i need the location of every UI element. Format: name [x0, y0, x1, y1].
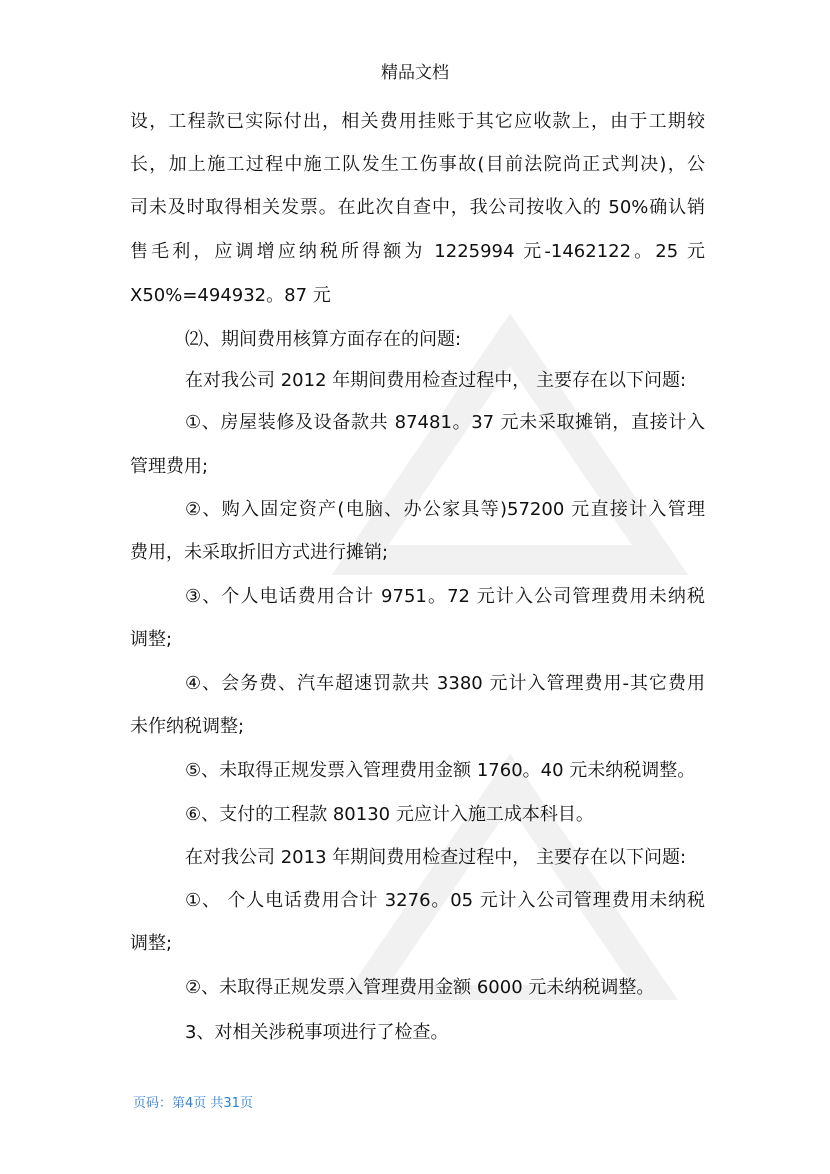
text-line: X50%=494932。87 元	[130, 285, 331, 306]
list-item: ②、购入固定资产(电脑、办公家具等)57200 元直接计入管理	[185, 499, 705, 520]
list-item: ①、房屋装修及设备款共 87481。37 元未采取摊销，直接计入	[185, 412, 705, 433]
text-line: 未作纳税调整;	[130, 716, 245, 737]
page-number-footer: 页码：第4页 共31页	[133, 1096, 253, 1111]
list-item: ①、 个人电话费用合计 3276。05 元计入公司管理费用未纳税	[185, 890, 705, 911]
text-line: 费用，未采取折旧方式进行摊销;	[130, 542, 389, 563]
section-heading: ⑵、期间费用核算方面存在的问题:	[185, 329, 462, 350]
text-line: 设，工程款已实际付出，相关费用挂账于其它应收款上，由于工期较	[130, 111, 705, 132]
text-line: 司未及时取得相关发票。在此次自查中，我公司按收入的 50%确认销	[130, 197, 705, 218]
text-line: 调整;	[130, 629, 173, 650]
page-header-title: 精品文档	[381, 63, 449, 83]
list-item: ⑥、支付的工程款 80130 元应计入施工成本科目。	[185, 804, 594, 825]
list-item: ⑤、未取得正规发票入管理费用金额 1760。40 元未纳税调整。	[185, 760, 696, 781]
text-line: 在对我公司 2012 年期间费用检查过程中， 主要存在以下问题:	[185, 370, 687, 391]
text-line: 长，加上施工过程中施工队发生工伤事故(目前法院尚正式判决)，公	[130, 154, 705, 175]
text-line: 3、对相关涉税事项进行了检查。	[185, 1022, 449, 1043]
list-item: ②、未取得正规发票入管理费用金额 6000 元未纳税调整。	[185, 977, 655, 998]
text-line: 调整;	[130, 933, 173, 954]
text-line: 在对我公司 2013 年期间费用检查过程中， 主要存在以下问题:	[185, 847, 687, 868]
list-item: ③、个人电话费用合计 9751。72 元计入公司管理费用未纳税	[185, 586, 705, 607]
list-item: ④、会务费、汽车超速罚款共 3380 元计入管理费用-其它费用	[185, 673, 705, 694]
text-line: 管理费用;	[130, 456, 209, 477]
text-line: 售毛利，应调增应纳税所得额为 1225994 元-1462122。25 元	[130, 241, 705, 262]
